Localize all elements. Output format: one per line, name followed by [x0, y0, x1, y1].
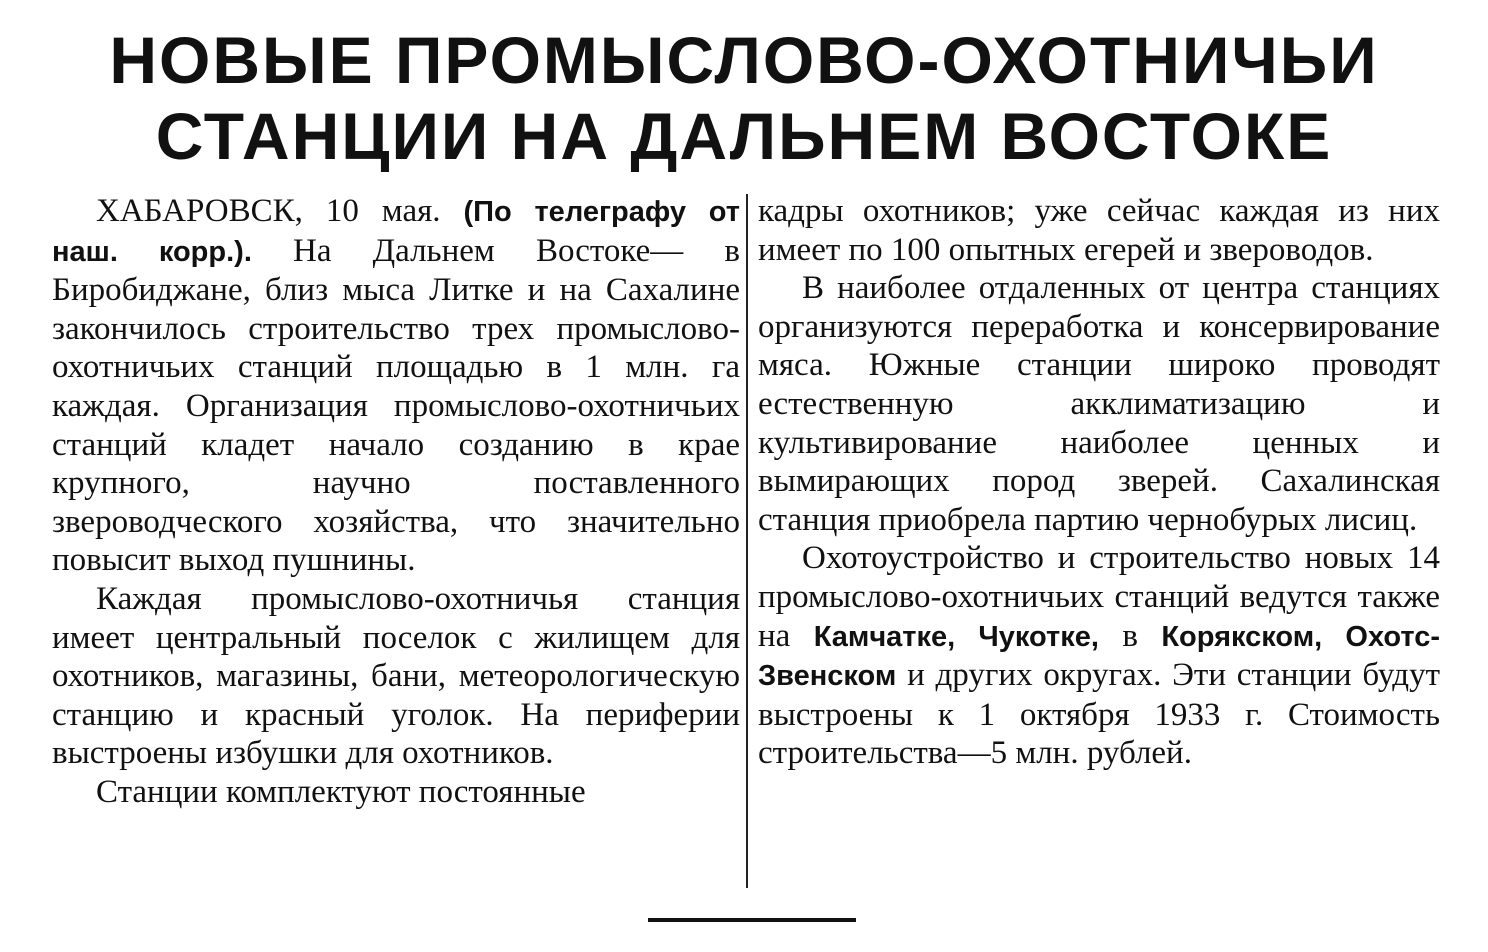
paragraph-1	[52, 192, 740, 580]
article-column-right	[758, 192, 1440, 773]
headline	[0, 22, 1488, 174]
headline-line-2: СТАНЦИИ НА ДАЛЬНЕМ ВОСТОКЕ	[155, 99, 1333, 173]
paragraph-5-text-1: Охотоустройство и строительство новых 14 промыслово-охотничьих станций ведутся также на	[758, 540, 1440, 654]
paragraph-3-continued: кадры охотников; уже сейчас каждая из них имеет по 100 опытных егерей и звероводов.	[758, 193, 1440, 268]
paragraph-5-text-2: в	[1098, 617, 1162, 654]
headline-line-1: НОВЫЕ ПРОМЫСЛОВО-ОХОТНИЧЬИ	[109, 23, 1379, 97]
paragraph-4: В наиболее отдаленных от центра станциях организуются переработка и консервирование мяса. Южные станции широко проводят естественную акклиматизацию и культивирование наиболее ценных и вымирающих пород зверей. Сахалинская станция приобрела партию чернобурых лисиц.	[758, 270, 1440, 538]
end-rule	[648, 918, 856, 922]
paragraph-2: Каждая промыслово-охотничья станция имеет центральный поселок с жилищем для охотников, магазины, бани, метеорологическую станцию и красный уголок. На периферии выстроены избушки для охотников.	[52, 580, 740, 772]
paragraph-1-text: На Дальнем Востоке— в Биробиджане, близ мыса Литке и на Сахалине закончилось строительство трех промыслово-охотничьих станций площадью в 1 млн. га каждая. Организация промыслово-охотничьих станций кладет начало созданию в крае крупного, научно поставленного звероводческого хозяйства, что значительно повысит выход пушнины.	[52, 232, 740, 579]
place-names-2: Корякском, Охотс-Звенском	[758, 620, 1440, 693]
column-divider	[746, 194, 748, 888]
paragraph-5-text-3: и других округах. Эти станции будут выстроены к 1 октября 1933 г. Стоимость строительства—5 млн. рублей.	[758, 657, 1440, 772]
dateline: ХАБАРОВСК, 10 мая.	[96, 193, 464, 229]
place-names-1: Камчатке, Чукотке,	[813, 620, 1099, 653]
paragraph-5	[758, 539, 1440, 773]
paragraph-3: Станции комплектуют постоянные	[96, 773, 586, 810]
article-column-left	[52, 192, 740, 812]
source-note: (По телеграфу от наш. корр.).	[52, 196, 740, 268]
